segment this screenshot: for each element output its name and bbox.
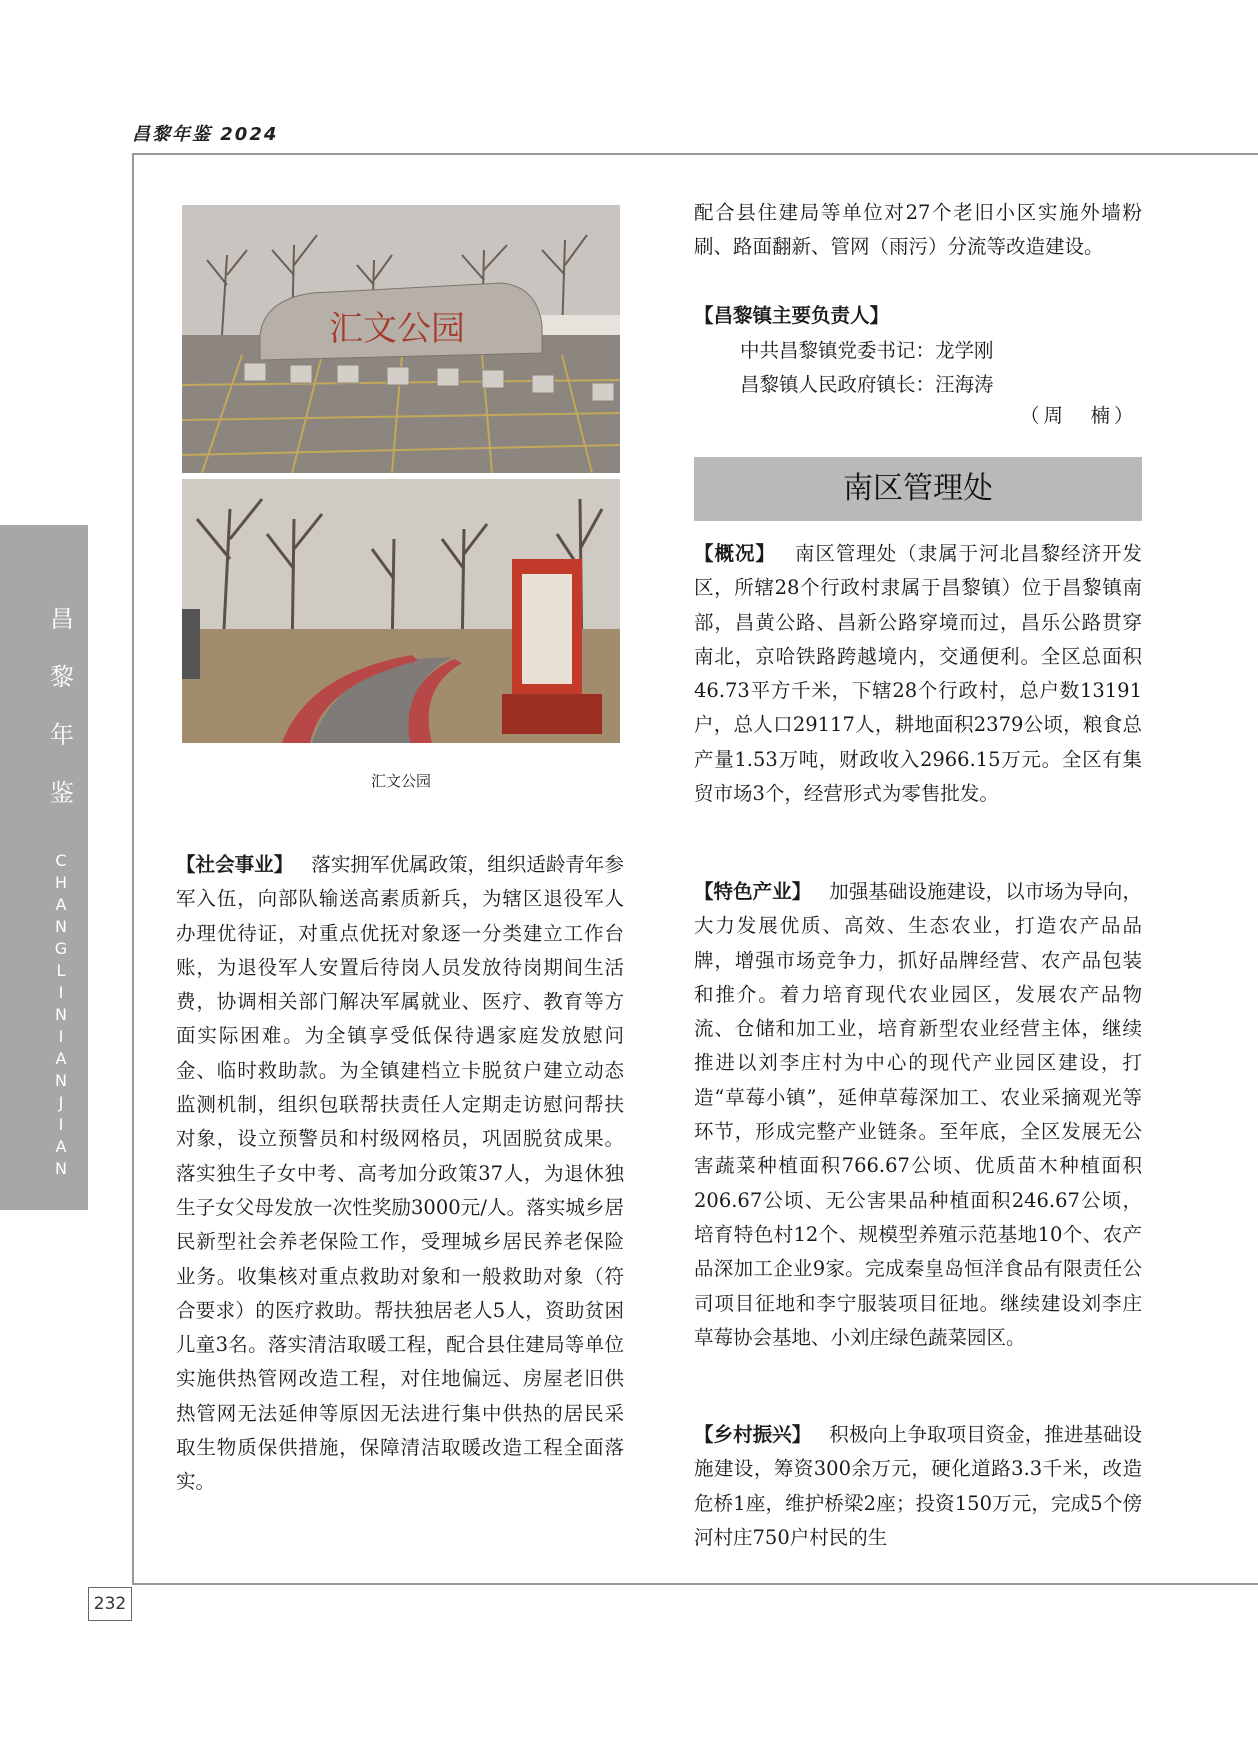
author-credit: （周 楠） [1020, 404, 1138, 427]
overview-tag: 【概况】 [694, 542, 776, 565]
side-tab-pinyin: C H A N G L I N I A N J I A N [54, 851, 68, 1178]
park-sign-photo [182, 205, 620, 473]
continued-paragraph: 配合县住建局等单位对27个老旧小区实施外墙粉刷、路面翻新、管网（雨污）分流等改造建设。 [694, 201, 1142, 259]
frame-left-rule [132, 153, 134, 1583]
overview-paragraph [694, 537, 1142, 811]
park-path-photo [182, 479, 620, 743]
running-head: 昌黎年鉴 2024 [132, 124, 279, 145]
section-title: 南区管理处 [694, 457, 1142, 521]
frame-bottom-rule [132, 1583, 1258, 1585]
social-tag: 【社会事业】 [176, 853, 294, 876]
rural-tag: 【乡村振兴】 [694, 1423, 812, 1446]
sign-text: 汇文公园 [329, 309, 465, 349]
page-number: 232 [88, 1587, 132, 1621]
side-tab [0, 525, 88, 1210]
social-paragraph [176, 848, 624, 1500]
frame-top-rule [132, 153, 1258, 155]
rural-text: 积极向上争取项目资金，推进基础设施建设，筹资300余万元，硬化道路3.3千米，改造危桥1座，维护桥梁2座；投资150万元，完成5个傍河村庄750户村民的生 [694, 1423, 1142, 1549]
overview-text: 南区管理处（隶属于河北昌黎经济开发区，所辖28个行政村隶属于昌黎镇）位于昌黎镇南部，昌黄公路、昌新公路穿境而过，昌乐公路贯穿南北，京哈铁路跨越境内，交通便利。全区总面积46.73平方千米，下辖28个行政村，总户数13191户，总人口29117人，耕地面积2379公顷，粮食总产量1.53万吨，财政收入2966.15万元。全区有集贸市场3个，经营形式为零售批发。 [694, 542, 1142, 806]
photo-caption: 汇文公园 [370, 772, 431, 790]
left-column [176, 848, 624, 1500]
rural-paragraph [694, 1418, 1142, 1555]
industry-text: 加强基础设施建设，以市场为导向，大力发展优质、高效、生态农业，打造农产品品牌，增强市场竞争力，抓好品牌经营、农产品包装和推介。着力培育现代农业园区，发展农产品物流、仓储和加工业，培育新型农业经营主体，继续推进以刘李庄村为中心的现代产业园区建设，打造“草莓小镇”，延伸草莓深加工、农业采摘观光等环节，形成完整产业链条。至年底，全区发展无公害蔬菜种植面积766.67公顷、优质苗木种植面积206.67公顷、无公害果品种植面积246.67公顷，培育特色村12个、规模型养殖示范基地10个、农产品深加工企业9家。完成秦皇岛恒洋食品有限责任公司项目征地和李宁服装项目征地。继续建设刘李庄草莓协会基地、小刘庄绿色蔬菜园区。 [694, 880, 1142, 1349]
social-text: 落实拥军优属政策，组织适龄青年参军入伍，向部队输送高素质新兵，为辖区退役军人办理优待证，对重点优抚对象逐一分类建立工作台账，为退役军人安置后待岗人员发放待岗期间生活费，协调相关部门解决军属就业、医疗、教育等方面实际困难。为全镇享受低保待遇家庭发放慰问金、临时救助款。为全镇建档立卡脱贫户建立动态监测机制，组织包联帮扶责任人定期走访慰问帮扶对象，设立预警员和村级网格员，巩固脱贫成果。落实独生子女中考、高考加分政策37人，为退休独生子女父母发放一次性奖励3000元/人。落实城乡居民新型社会养老保险工作，受理城乡居民养老保险业务。收集核对重点救助对象和一般救助对象（符合要求）的医疗救助。帮扶独居老人5人，资助贫困儿童3名。落实清洁取暖工程，配合县住建局等单位实施供热管网改造工程，对住地偏远、房屋老旧供热管网无法延伸等原因无法进行集中供热的居民采取生物质保供措施，保障清洁取暖改造工程全面落实。 [176, 853, 624, 1494]
leaders-heading: 【昌黎镇主要负责人】 [694, 304, 890, 327]
leader-mayor: 昌黎镇人民政府镇长：汪海涛 [740, 373, 994, 396]
industry-tag: 【特色产业】 [694, 880, 812, 903]
leader-party-secretary: 中共昌黎镇党委书记：龙学刚 [740, 339, 994, 362]
side-tab-title: 昌 黎 年 鉴 [50, 605, 74, 807]
industry-paragraph [694, 875, 1142, 1355]
